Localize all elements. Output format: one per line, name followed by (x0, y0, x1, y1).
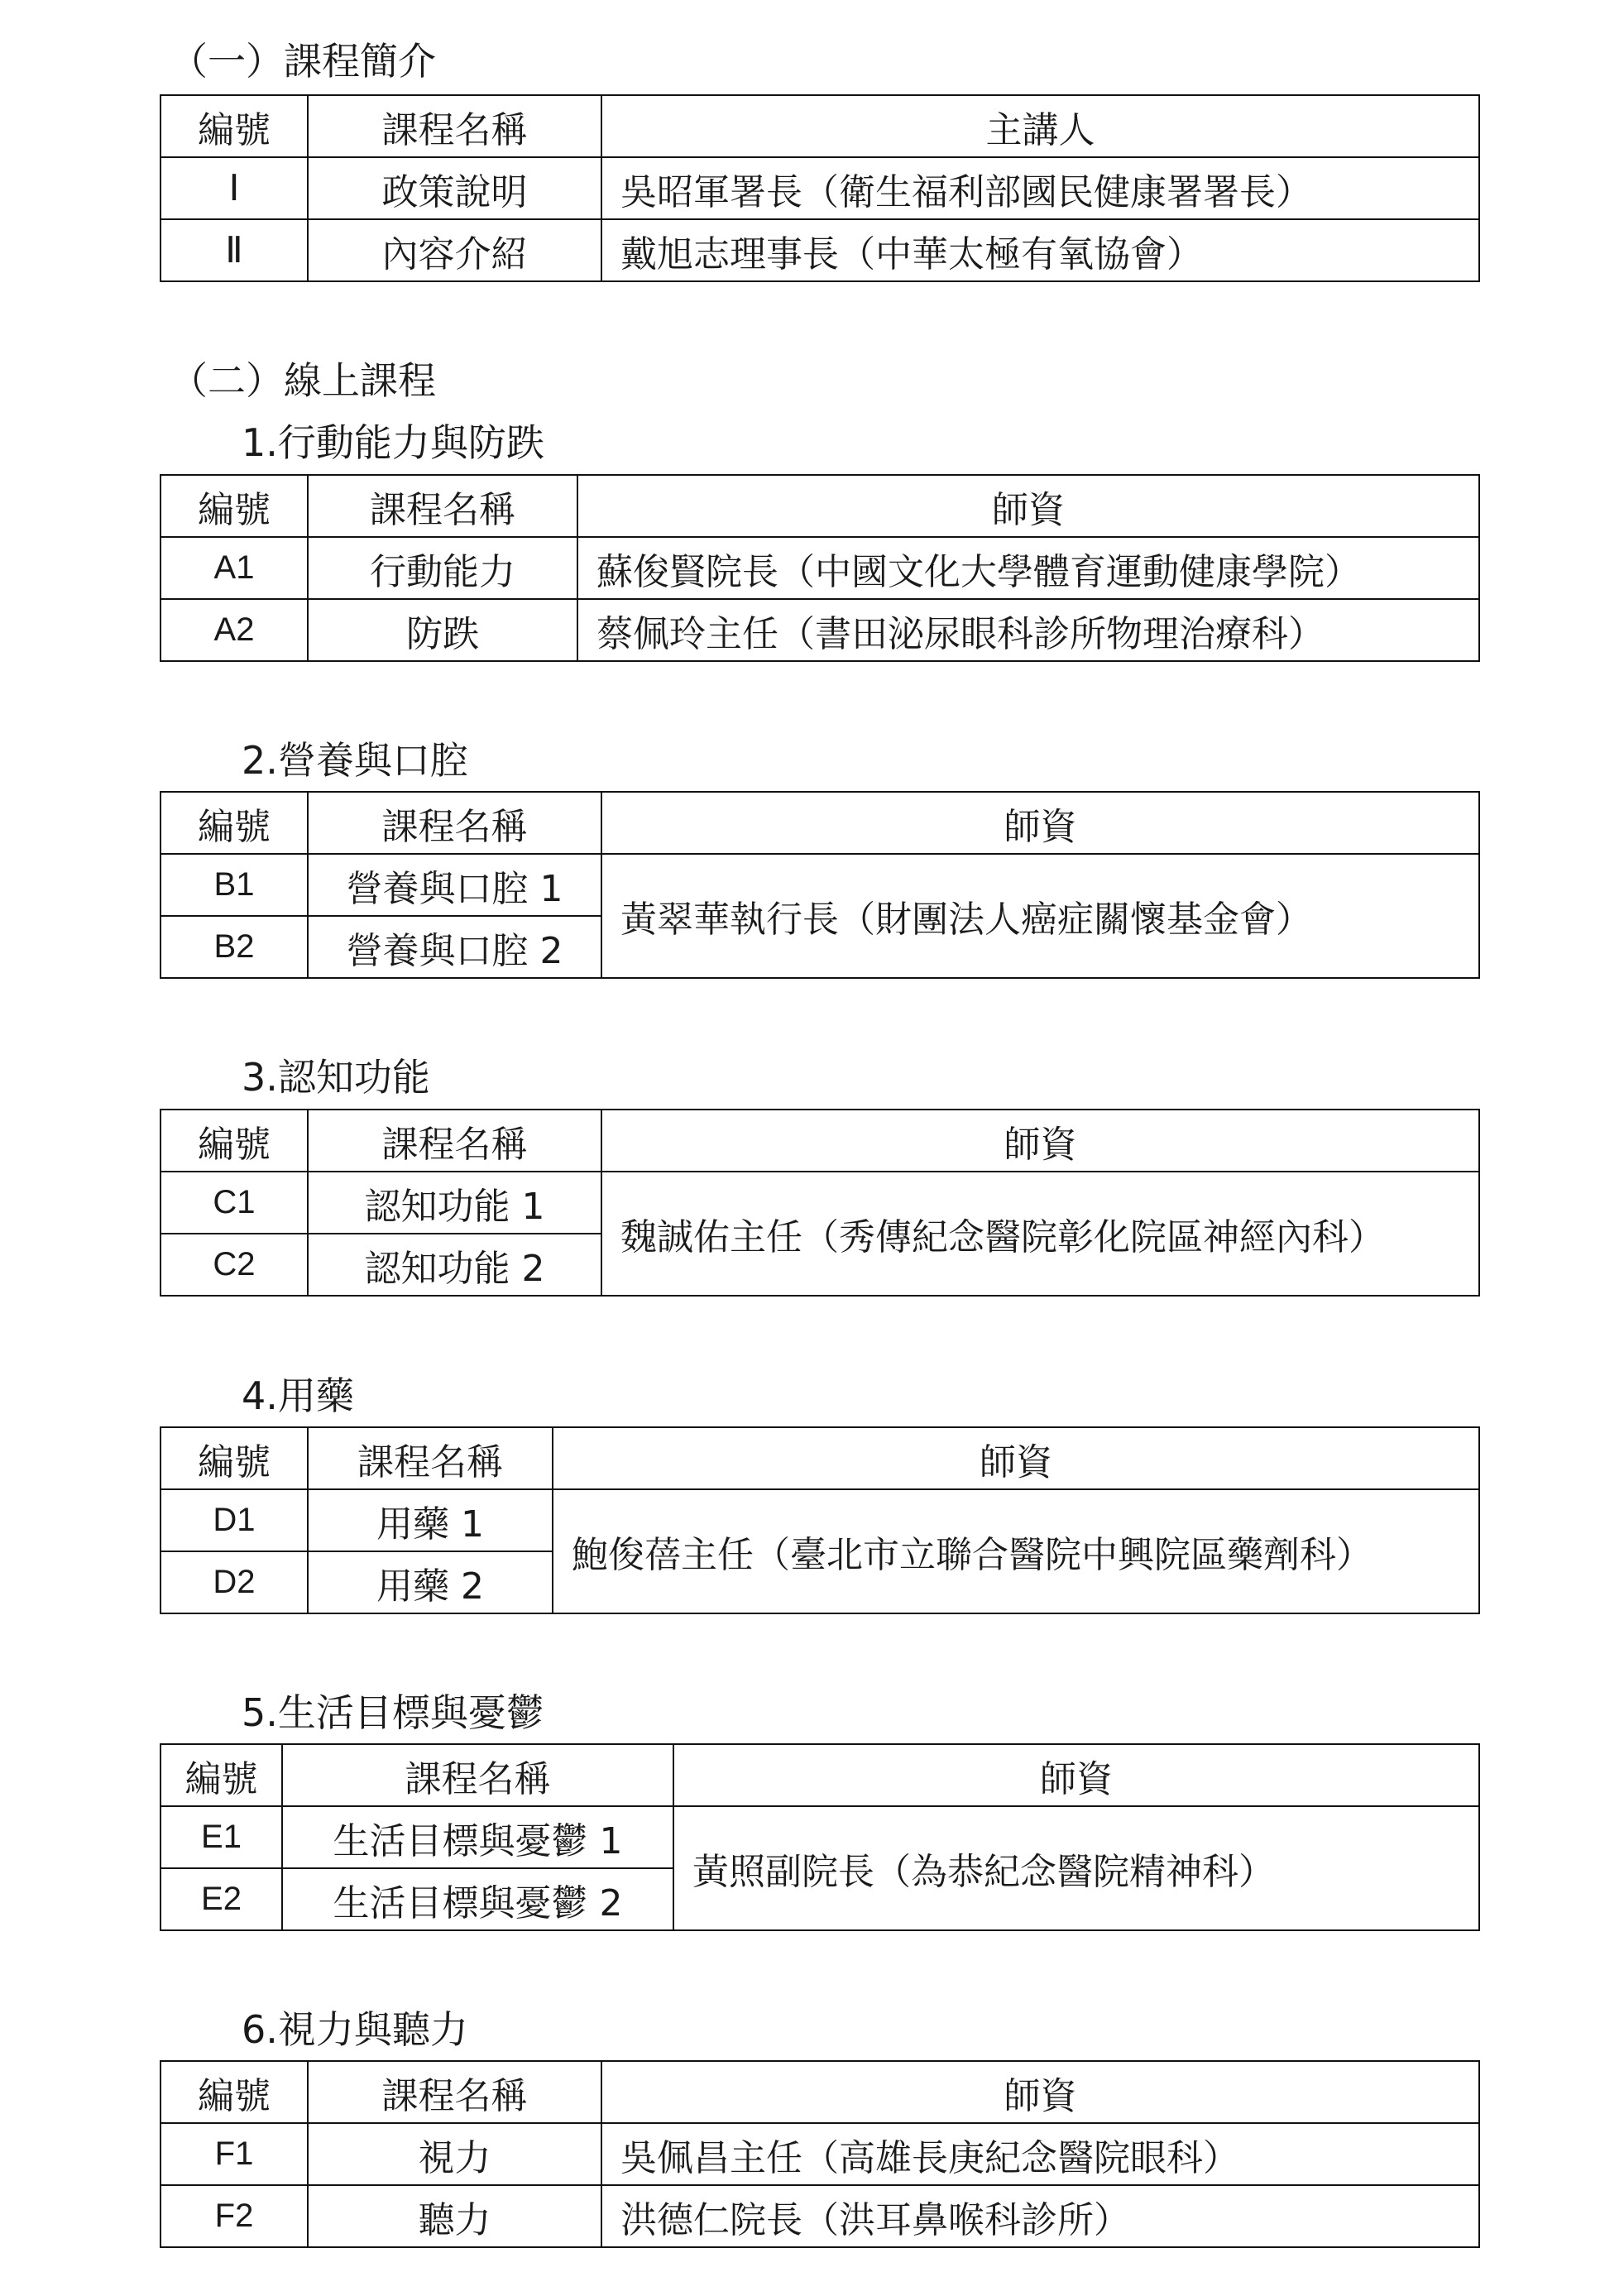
row-course-name: 視力 (308, 2123, 601, 2185)
row-course-name: 內容介紹 (308, 219, 601, 281)
group-title-mobility: 1.行動能力與防跌 (242, 420, 544, 465)
merged-teacher-cell: 黃照副院長（為恭紀念醫院精神科） (673, 1806, 1479, 1930)
header-course-name: 課程名稱 (308, 792, 601, 854)
group-title-cognition: 3.認知功能 (242, 1055, 430, 1100)
table-header-row (160, 1744, 1479, 1806)
header-no: 編號 (160, 2061, 308, 2123)
table-header-row (160, 792, 1479, 854)
section-1-title: （一）課程簡介 (170, 39, 436, 84)
table-row (160, 1172, 1479, 1234)
row-course-name: 政策說明 (308, 157, 601, 219)
life-goals-course-table (160, 1743, 1480, 1931)
row-course-name: 營養與口腔 2 (308, 916, 601, 978)
row-course-name: 生活目標與憂鬱 2 (282, 1868, 673, 1930)
header-no: 編號 (160, 475, 308, 537)
row-teacher: 蔡佩玲主任（書田泌尿眼科診所物理治療科） (577, 599, 1479, 661)
header-no: 編號 (160, 792, 308, 854)
header-course-name: 課程名稱 (308, 95, 601, 157)
row-course-name: 營養與口腔 1 (308, 854, 601, 916)
row-speaker: 吳昭軍署長（衛生福利部國民健康署署長） (601, 157, 1479, 219)
header-course-name: 課程名稱 (308, 1427, 553, 1489)
row-no: A1 (160, 537, 308, 599)
medication-course-table (160, 1426, 1480, 1614)
table-header-row (160, 475, 1479, 537)
merged-teacher-cell: 魏誠佑主任（秀傳紀念醫院彰化院區神經內科） (601, 1172, 1479, 1296)
header-no: 編號 (160, 1427, 308, 1489)
row-teacher: 洪德仁院長（洪耳鼻喉科診所） (601, 2185, 1479, 2247)
header-teacher: 師資 (577, 475, 1479, 537)
table-row (160, 2185, 1479, 2247)
row-course-name: 行動能力 (308, 537, 577, 599)
header-teacher: 師資 (601, 2061, 1479, 2123)
table-row (160, 537, 1479, 599)
mobility-course-table (160, 474, 1480, 662)
table-header-row (160, 2061, 1479, 2123)
table-row (160, 2123, 1479, 2185)
row-speaker: 戴旭志理事長（中華太極有氧協會） (601, 219, 1479, 281)
row-course-name: 聽力 (308, 2185, 601, 2247)
row-teacher: 吳佩昌主任（高雄長庚紀念醫院眼科） (601, 2123, 1479, 2185)
header-course-name: 課程名稱 (282, 1744, 673, 1806)
row-course-name: 用藥 1 (308, 1489, 553, 1551)
row-no: E2 (160, 1868, 282, 1930)
header-no: 編號 (160, 1110, 308, 1172)
table-row (160, 157, 1479, 219)
table-row (160, 219, 1479, 281)
nutrition-course-table (160, 791, 1480, 979)
table-row (160, 854, 1479, 916)
course-intro-table (160, 94, 1480, 282)
group-title-life-goals: 5.生活目標與憂鬱 (242, 1690, 544, 1735)
table-row (160, 599, 1479, 661)
table-row (160, 1489, 1479, 1551)
row-no: D2 (160, 1551, 308, 1613)
table-header-row (160, 1427, 1479, 1489)
header-teacher: 師資 (553, 1427, 1479, 1489)
row-no: Ⅰ (160, 157, 308, 219)
row-no: F2 (160, 2185, 308, 2247)
group-title-medication: 4.用藥 (242, 1373, 354, 1418)
merged-teacher-cell: 鮑俊蓓主任（臺北市立聯合醫院中興院區藥劑科） (553, 1489, 1479, 1613)
row-course-name: 防跌 (308, 599, 577, 661)
header-speaker: 主講人 (601, 95, 1479, 157)
row-no: D1 (160, 1489, 308, 1551)
row-no: C2 (160, 1234, 308, 1296)
section-2-title: （二）線上課程 (170, 358, 436, 403)
table-header-row (160, 1110, 1479, 1172)
row-no: F1 (160, 2123, 308, 2185)
row-no: C1 (160, 1172, 308, 1234)
row-teacher: 蘇俊賢院長（中國文化大學體育運動健康學院） (577, 537, 1479, 599)
group-title-vision-hearing: 6.視力與聽力 (242, 2007, 468, 2052)
row-no: B1 (160, 854, 308, 916)
row-no: B2 (160, 916, 308, 978)
header-course-name: 課程名稱 (308, 2061, 601, 2123)
header-teacher: 師資 (673, 1744, 1479, 1806)
row-course-name: 用藥 2 (308, 1551, 553, 1613)
header-course-name: 課程名稱 (308, 475, 577, 537)
table-row (160, 1806, 1479, 1868)
header-teacher: 師資 (601, 1110, 1479, 1172)
header-course-name: 課程名稱 (308, 1110, 601, 1172)
table-header-row (160, 95, 1479, 157)
row-no: A2 (160, 599, 308, 661)
group-title-nutrition: 2.營養與口腔 (242, 738, 468, 783)
merged-teacher-cell: 黃翠華執行長（財團法人癌症關懷基金會） (601, 854, 1479, 978)
header-teacher: 師資 (601, 792, 1479, 854)
header-no: 編號 (160, 95, 308, 157)
row-course-name: 認知功能 2 (308, 1234, 601, 1296)
row-course-name: 生活目標與憂鬱 1 (282, 1806, 673, 1868)
row-no: E1 (160, 1806, 282, 1868)
cognition-course-table (160, 1109, 1480, 1297)
vision-hearing-course-table (160, 2060, 1480, 2248)
header-no: 編號 (160, 1744, 282, 1806)
row-no: Ⅱ (160, 219, 308, 281)
row-course-name: 認知功能 1 (308, 1172, 601, 1234)
